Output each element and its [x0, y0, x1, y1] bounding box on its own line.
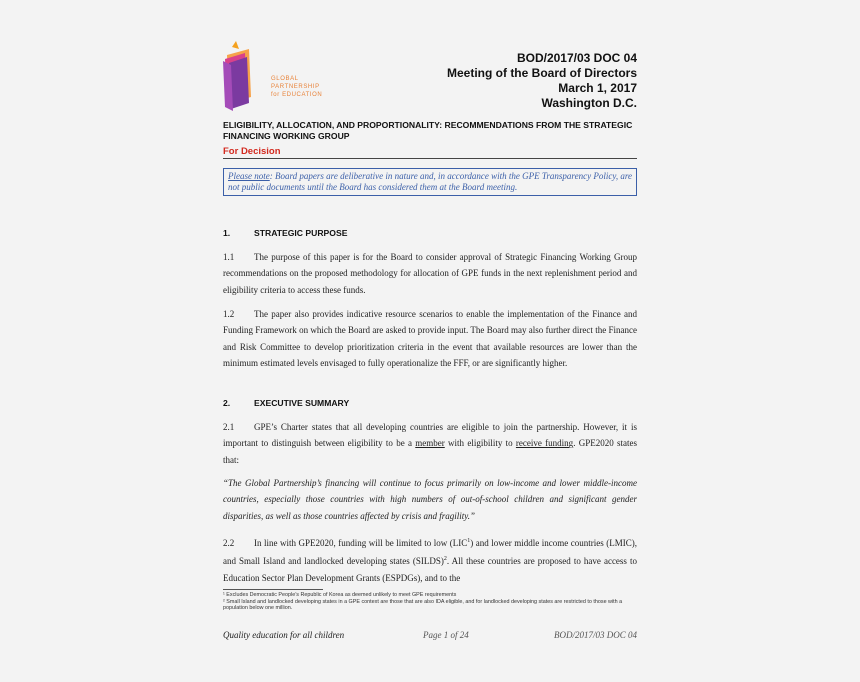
paragraph-number: 1.1: [223, 252, 235, 262]
section-number: 1.: [223, 228, 231, 238]
footnote-ref: 2: [443, 556, 447, 563]
document-header: [447, 51, 637, 111]
section-number: 2.: [223, 398, 231, 408]
page-number: Page 1 of 24: [423, 630, 469, 640]
section-heading-executive-summary: [223, 398, 349, 408]
paragraph-text: ) and lower middle income countries (LMIC), and Small Island and landlocked developing states (SILDS): [223, 538, 637, 567]
footnote-2: ² Small Island and landlocked developing states in a GPE context are those that are also IDA eligible, and for landlocked developing states are restricted to those with a population below one million.: [223, 598, 623, 612]
title-divider: [223, 158, 637, 159]
paragraph-number: 1.2: [223, 309, 235, 319]
underlined-term-receive-funding: receive funding: [515, 438, 574, 449]
book-icon: [223, 41, 263, 111]
note-text: : Board papers are deliberative in nature and, in accordance with the GPE Transparency Policy, are not public documents until the Board has considered them at the Board meeting.: [228, 171, 632, 192]
document-page: [215, 34, 645, 648]
footer-tagline: Quality education for all children: [223, 630, 345, 640]
doc-id: BOD/2017/03 DOC 04: [516, 51, 637, 65]
document-title: ELIGIBILITY, ALLOCATION, AND PROPORTIONALITY: RECOMMENDATIONS FROM THE STRATEGIC FINANCING WORKING GROUP: [223, 120, 633, 141]
footnotes: [223, 592, 637, 612]
paragraph-text: . All these countries are proposed to have access to Education Sector Plan Development Grants (ESPDGs), and to the: [223, 556, 637, 583]
section-title: STRATEGIC PURPOSE: [254, 228, 348, 238]
footnote-1: ¹ Excludes Democratic People’s Republic of Korea as deemed unlikely to meet GPE requirements: [223, 592, 457, 598]
paragraph-number: 2.2: [223, 538, 235, 548]
note-box: [223, 168, 637, 196]
decision-label: For Decision: [223, 146, 281, 157]
paragraph-1-2: [223, 306, 637, 371]
section-heading-strategic-purpose: [223, 228, 347, 238]
meeting-date: March 1, 2017: [558, 81, 637, 95]
paragraph-text: The purpose of this paper is for the Board to consider approval of Strategic Financing Working Group recommendations on the proposed methodology for allocation of GPE funds in the next replenishment period and eligibility criteria to access these funds.: [223, 252, 637, 295]
logo-line: for EDUCATION: [271, 92, 323, 98]
meeting-name: Meeting of the Board of Directors: [446, 66, 637, 80]
logo-line: PARTNERSHIP: [271, 84, 320, 90]
paragraph-text: In line with GPE2020, funding will be limited to low (LIC: [254, 538, 468, 548]
page-footer: [223, 630, 637, 640]
paragraph-text: GPE’s Charter states that all developing countries are eligible to join the partnership. However, it is important to distinguish between eligibility to be a: [223, 422, 637, 449]
gpe-logo: [223, 41, 323, 113]
paragraph-1-1: [223, 249, 637, 298]
paragraph-2-1: [223, 419, 637, 468]
footnote-divider: [223, 589, 323, 590]
footer-doc-id: BOD/2017/03 DOC 04: [554, 630, 637, 640]
logo-line: GLOBAL: [271, 76, 299, 82]
meeting-place: Washington D.C.: [541, 96, 637, 110]
paragraph-text: with eligibility to: [444, 438, 516, 449]
paragraph-text: The paper also provides indicative resource scenarios to enable the implementation of the Finance and Funding Framework on which the Board are asked to provide input. The Board may also further direct the Finance and Risk Committee to develop prioritization criteria in the event that available resources are lower than the minimum estimated levels envisaged to fully operationalize the FFF, or are significantly higher.: [223, 309, 637, 368]
section-title: EXECUTIVE SUMMARY: [254, 398, 350, 408]
footnote-ref: 1: [467, 538, 471, 544]
underlined-term-member: member: [415, 438, 445, 449]
paragraph-number: 2.1: [223, 422, 235, 432]
note-lead: Please note: [228, 171, 270, 181]
gpe2020-quote: “The Global Partnership’s financing will continue to focus primarily on low-income and lower middle-income countries, especially those countries with high numbers of out-of-school children and significant gender disparities, as well as those countries affected by crisis and fragility.”: [223, 478, 637, 521]
paragraph-text: . GPE2020 states that:: [223, 438, 638, 465]
paragraph-2-2: [223, 533, 637, 586]
logo-wordmark: [271, 75, 322, 99]
